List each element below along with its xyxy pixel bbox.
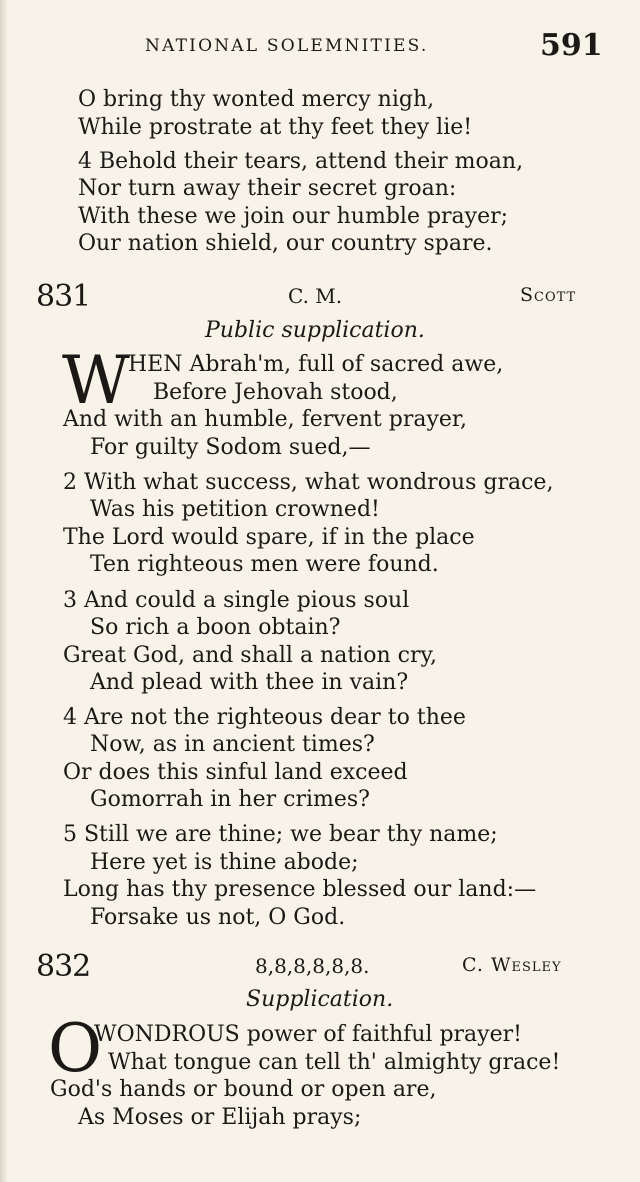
hymn-number: 831	[36, 279, 91, 314]
hymn-line: The Lord would spare, if in the place	[63, 525, 475, 550]
hymn-line: So rich a boon obtain?	[90, 615, 341, 640]
continuation-line: O bring thy wonted mercy nigh,	[78, 87, 435, 112]
hymn-line: 5 Still we are thine; we bear thy name;	[63, 822, 498, 847]
hymn-line: WONDROUS power of faithful prayer!	[94, 1022, 522, 1047]
hymn-line: What tongue can tell th' almighty grace!	[108, 1050, 561, 1075]
hymn-line: Was his petition crowned!	[90, 497, 380, 522]
hymn-author: Scott	[520, 284, 577, 306]
running-header: NATIONAL SOLEMNITIES.	[145, 36, 429, 56]
hymn-line: God's hands or bound or open are,	[50, 1077, 437, 1102]
hymn-line: Here yet is thine abode;	[90, 850, 359, 875]
hymn-subtitle: Public supplication.	[205, 318, 425, 343]
continuation-line: Nor turn away their secret groan:	[78, 176, 457, 201]
hymn-line: For guilty Sodom sued,—	[90, 435, 371, 460]
hymn-line: And plead with thee in vain?	[90, 670, 409, 695]
drop-cap: O	[48, 1010, 103, 1087]
hymn-line: As Moses or Elijah prays;	[78, 1105, 362, 1130]
continuation-line: 4 Behold their tears, attend their moan,	[78, 149, 524, 174]
hymn-subtitle: Supplication.	[246, 987, 394, 1012]
drop-cap: W	[62, 342, 130, 419]
hymn-line: And with an humble, fervent prayer,	[63, 407, 467, 432]
continuation-line: Our nation shield, our country spare.	[78, 231, 493, 256]
hymn-line: Before Jehovah stood,	[153, 380, 398, 405]
hymn-number: 832	[36, 949, 91, 984]
hymn-line: 3 And could a single pious soul	[63, 588, 410, 613]
hymn-line: Forsake us not, O God.	[90, 905, 346, 930]
continuation-line: While prostrate at thy feet they lie!	[78, 115, 473, 140]
hymn-line: 2 With what success, what wondrous grace,	[63, 470, 554, 495]
continuation-line: With these we join our humble prayer;	[78, 204, 509, 229]
hymn-meter: C. M.	[288, 284, 343, 308]
hymn-line: 4 Are not the righteous dear to thee	[63, 705, 466, 730]
hymn-line: Now, as in ancient times?	[90, 732, 375, 757]
hymn-meter: 8,8,8,8,8,8.	[255, 954, 370, 978]
hymn-line: Ten righteous men were found.	[90, 552, 439, 577]
hymn-author: C. Wesley	[462, 954, 562, 976]
page-edge	[0, 0, 8, 1182]
hymn-line: Gomorrah in her crimes?	[90, 787, 370, 812]
hymn-line: Or does this sinful land exceed	[63, 760, 408, 785]
hymn-line: Great God, and shall a nation cry,	[63, 643, 437, 668]
page-number: 591	[540, 28, 603, 63]
hymn-line: HEN Abrah'm, full of sacred awe,	[128, 352, 504, 377]
hymn-line: Long has thy presence blessed our land:—	[63, 877, 537, 902]
